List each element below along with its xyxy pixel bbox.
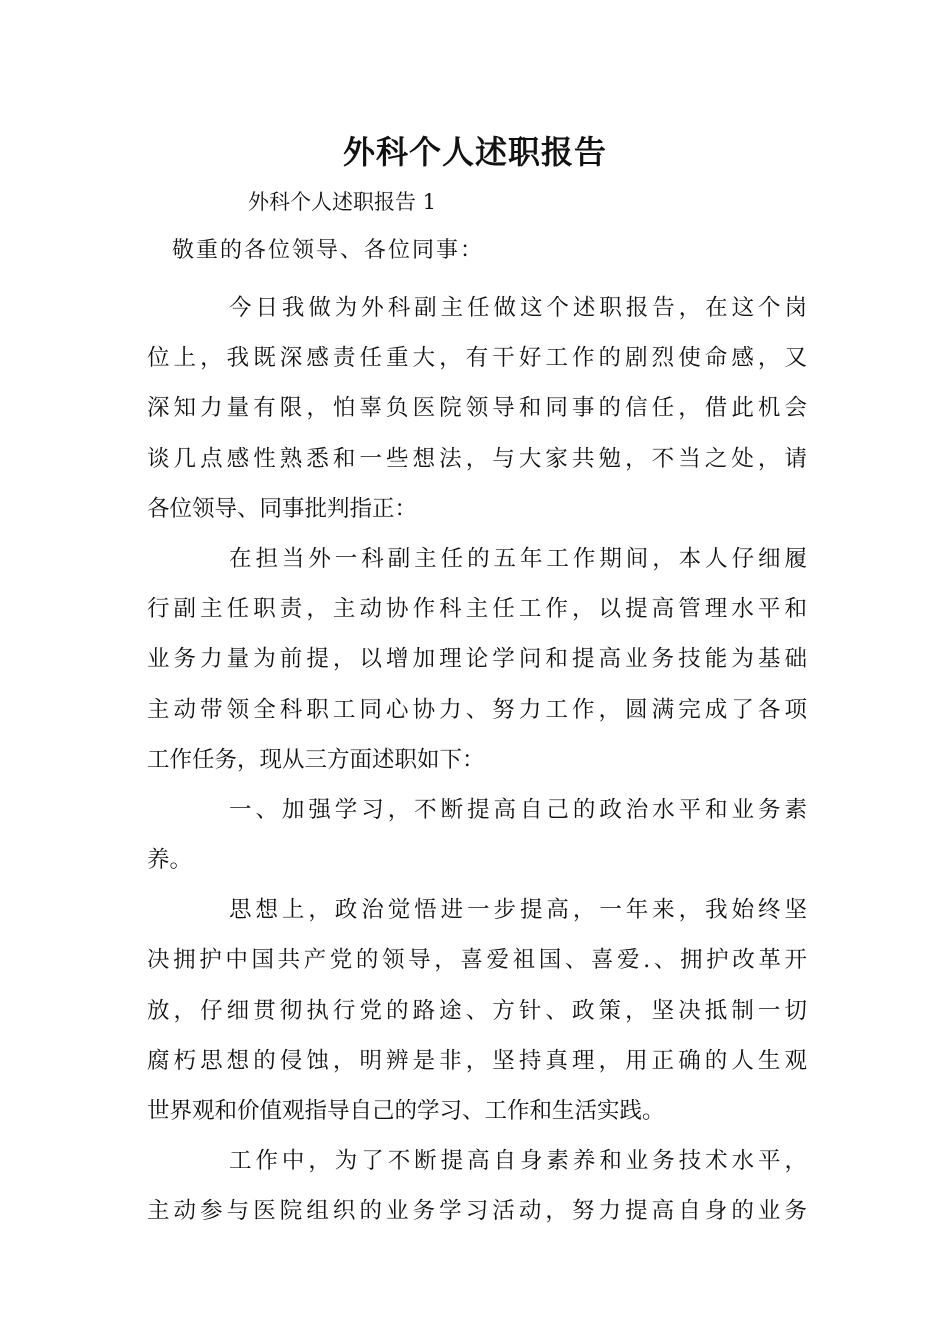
body-line: 思想上，政治觉悟进一步提高，一年来，我始终坚 xyxy=(229,897,807,924)
body-line: 主动参与医院组织的业务学习活动，努力提高自身的业务 xyxy=(147,1198,807,1225)
body-line: 养。 xyxy=(147,847,193,874)
body-line: 工作任务，现从三方面述职如下： xyxy=(147,746,485,773)
body-line: 放，仔细贯彻执行党的路途、方针、政策，坚决抵制一切 xyxy=(147,997,807,1024)
document-subtitle: 外科个人述职报告 1 xyxy=(248,190,437,214)
body-line: 主动带领全科职工同心协力、努力工作，圆满完成了各项 xyxy=(147,696,807,723)
body-line: 深知力量有限，怕辜负医院领导和同事的信任，借此机会 xyxy=(147,395,807,422)
body-line: 行副主任职责，主动协作科主任工作，以提高管理水平和 xyxy=(147,596,807,623)
body-line: 腐朽思想的侵蚀，明辨是非，坚持真理，用正确的人生观 xyxy=(147,1047,807,1074)
body-line: 工作中，为了不断提高自身素养和业务技术水平， xyxy=(229,1148,807,1175)
body-line: 一、加强学习，不断提高自己的政治水平和业务素 xyxy=(229,796,807,823)
body-line: 业务力量为前提，以增加理论学问和提高业务技能为基础 xyxy=(147,646,807,673)
body-line: 在担当外一科副主任的五年工作期间，本人仔细履 xyxy=(229,545,807,572)
body-line: 位上，我既深感责任重大，有干好工作的剧烈使命感，又 xyxy=(147,345,807,372)
document-body xyxy=(147,283,807,1237)
salutation: 敬重的各位领导、各位同事： xyxy=(172,238,485,263)
body-line: 决拥护中国共产党的领导，喜爱祖国、喜爱.、拥护改革开 xyxy=(147,947,807,974)
body-line: 各位领导、同事批判指正： xyxy=(147,495,418,522)
body-line: 今日我做为外科副主任做这个述职报告，在这个岗 xyxy=(229,295,807,321)
document-title: 外科个人述职报告 xyxy=(342,133,607,171)
body-line: 谈几点感性熟悉和一些想法，与大家共勉，不当之处，请 xyxy=(147,445,807,472)
body-line: 世界观和价值观指导自己的学习、工作和生活实践。 xyxy=(147,1098,665,1124)
